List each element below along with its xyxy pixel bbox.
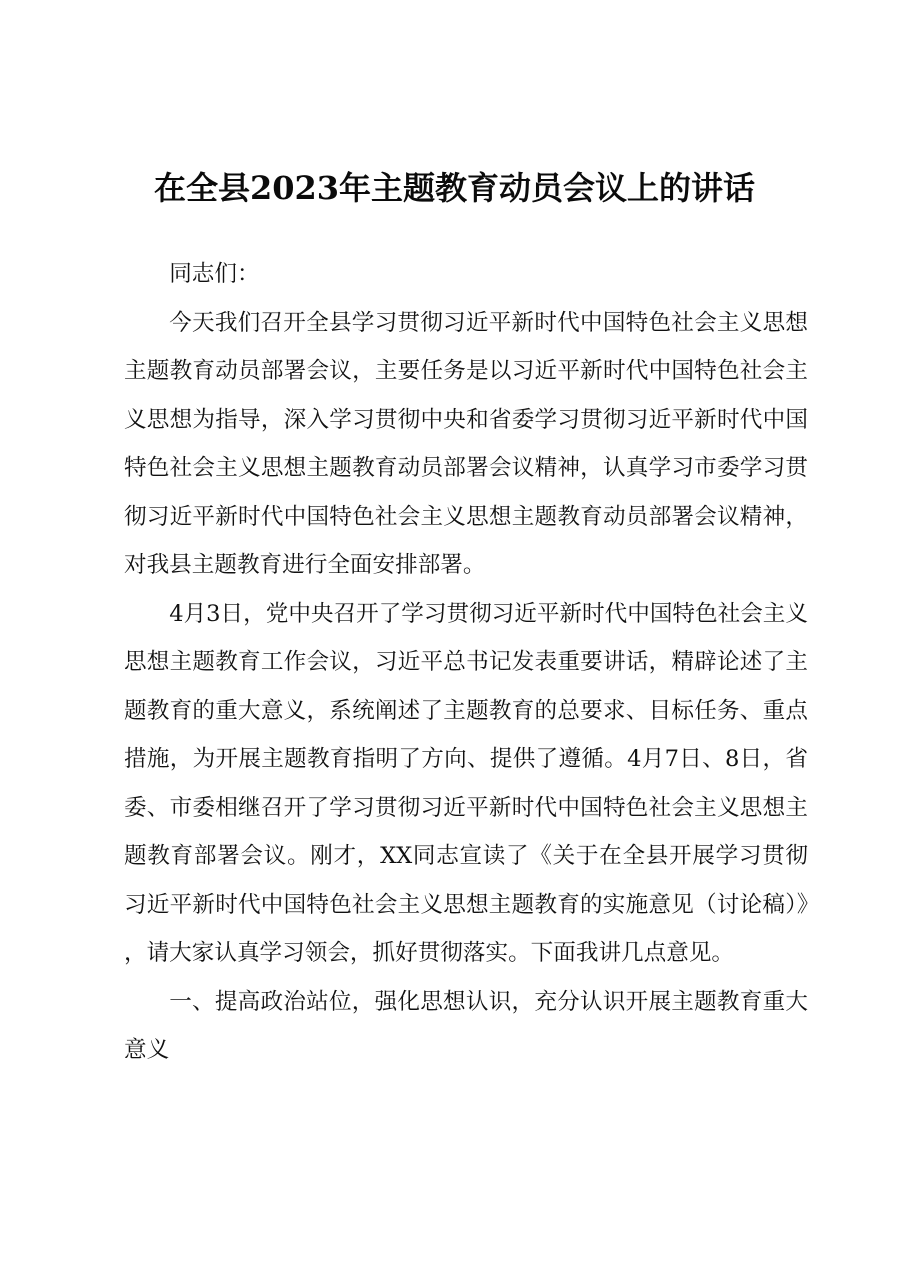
paragraph-background: 4月3日，党中央召开了学习贯彻习近平新时代中国特色社会主义思想主题教育工作会议，习近平总书记发表重要讲话，精辟论述了主题教育的重大意义，系统阐述了主题教育的总要求、目标任务、重点措施，为开展主题教育指明了方向、提供了遵循。4月7日、8日，省委、市委相继召开了学习贯彻习近平新时代中国特色社会主义思想主题教育部署会议。刚才，XX同志宣读了《关于在全县开展学习贯彻习近平新时代中国特色社会主义思想主题教育的实施意见（讨论稿）》，请大家认真学习领会，抓好贯彻落实。下面我讲几点意见。 [124,600,808,966]
document-title: 在全县2023年主题教育动员会议上的讲话 [153,169,756,207]
salutation: 同志们： [169,261,260,287]
section-heading-one: 一、提高政治站位，强化思想认识，充分认识开展主题教育重大意义 [124,988,808,1063]
document-body [124,250,808,1075]
paragraph-opening: 今天我们召开全县学习贯彻习近平新时代中国特色社会主义思想主题教育动员部署会议，主要任务是以习近平新时代中国特色社会主义思想为指导，深入学习贯彻中央和省委学习贯彻习近平新时代中国特色社会主义思想主题教育动员部署会议精神，认真学习市委学习贯彻习近平新时代中国特色社会主义思想主题教育动员部署会议精神，对我县主题教育进行全面安排部署。 [124,309,808,578]
